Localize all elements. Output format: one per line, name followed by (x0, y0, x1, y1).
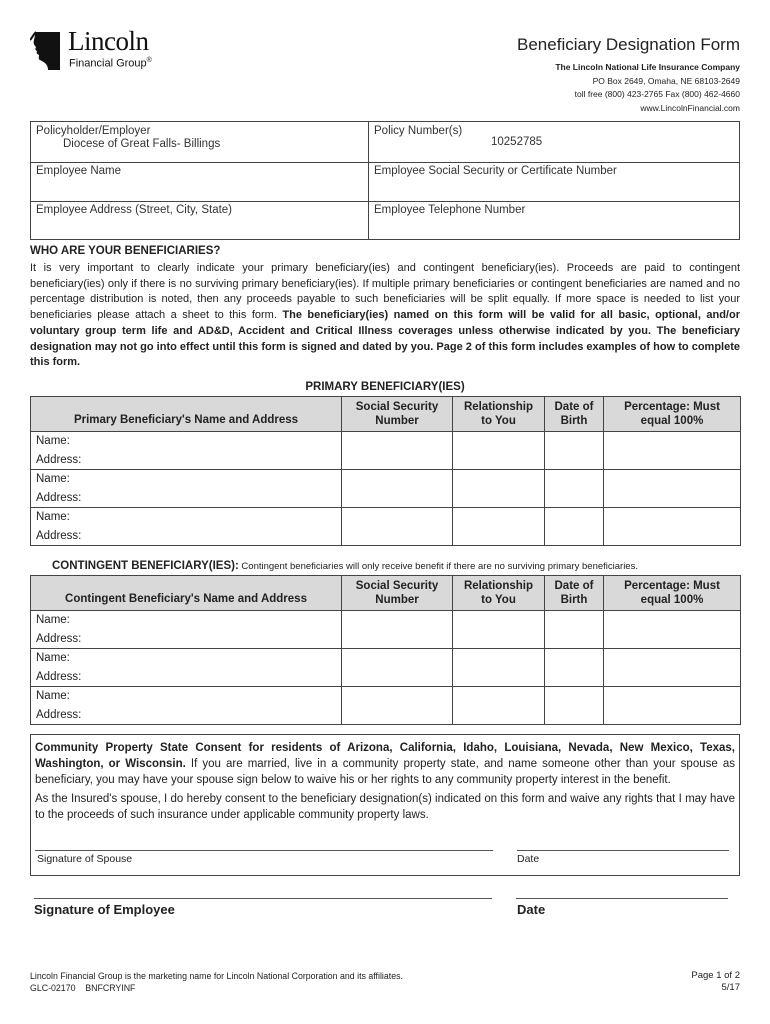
table-row (31, 432, 741, 451)
dob-cell[interactable] (545, 649, 604, 687)
primary-caption: PRIMARY BENEFICIARY(IES) (305, 381, 465, 393)
spouse-date-label: Date (517, 853, 540, 865)
footer-form-code: GLC-02170 BNFCRYINF (30, 982, 136, 993)
name-field[interactable]: Name: (31, 508, 342, 527)
logo-subtitle: Financial Group® (69, 57, 152, 70)
employee-date-label: Date (517, 902, 546, 917)
address-field[interactable]: Address: (31, 489, 342, 508)
contingent-col-name: Contingent Beneficiary's Name and Address (31, 576, 342, 611)
ssn-cell[interactable] (342, 687, 453, 725)
policyholder-value: Diocese of Great Falls- Billings (63, 138, 221, 150)
employee-address-field[interactable] (31, 201, 368, 240)
name-field[interactable]: Name: (31, 611, 342, 630)
policy-number-label: Policy Number(s) (374, 125, 463, 137)
table-row (31, 611, 741, 630)
company-name: The Lincoln National Life Insurance Company (555, 62, 740, 72)
intro-text: It is very important to clearly indicate your primary beneficiary(ies) and contingent beneficiary(ies). Proceeds are paid to contingent beneficiary(ies) only if there is no surviving primary beneficiary(ies). If multiple primary beneficiaries or contingent beneficiaries are named and no percentage distribution is noted, then any proceeds payable to such beneficiaries will be split equally. If more space is needed to list your beneficiaries please attach a sheet to this form. (30, 262, 740, 322)
dob-cell[interactable] (545, 432, 604, 470)
company-info (555, 61, 740, 115)
table-row (31, 649, 741, 668)
consent-paragraph (35, 740, 735, 788)
name-field[interactable]: Name: (31, 432, 342, 451)
employee-signature-label: Signature of Employee (34, 902, 175, 917)
address-field[interactable]: Address: (31, 668, 342, 687)
ssn-cell[interactable] (342, 432, 453, 470)
employee-date-line[interactable] (516, 898, 728, 899)
intro-bold-text: The beneficiary(ies) named on this form will be valid for all basic, optional, and/or voluntary group term life and AD&D, Accident and Critical Illness coverages unless otherwise indicated by you. The beneficiary designation may not go into effect until this form is signed and dated by you. Page 2 of this form includes examples of how to complete this form. (30, 309, 740, 369)
percentage-cell[interactable] (604, 470, 741, 508)
employee-name-field[interactable] (31, 162, 368, 201)
table-row (31, 687, 741, 706)
ssn-cell[interactable] (342, 649, 453, 687)
address-field[interactable]: Address: (31, 527, 342, 546)
percentage-cell[interactable] (604, 508, 741, 546)
address-field[interactable]: Address: (31, 451, 342, 470)
contingent-col-percentage: Percentage: Must equal 100% (604, 576, 741, 611)
spouse-date-line[interactable] (517, 850, 729, 851)
primary-col-name: Primary Beneficiary's Name and Address (31, 397, 342, 432)
footer-left (30, 971, 403, 994)
spouse-signature-label: Signature of Spouse (37, 853, 133, 865)
company-address: PO Box 2649, Omaha, NE 68103-2649 (592, 75, 740, 86)
policyholder-label: Policyholder/Employer (36, 125, 151, 137)
contingent-caption (52, 560, 638, 572)
relationship-cell[interactable] (453, 508, 545, 546)
relationship-cell[interactable] (453, 687, 545, 725)
employee-name-label: Employee Name (36, 165, 122, 177)
consent-waiver: As the Insured's spouse, I do hereby consent to the beneficiary designation(s) indicated on this form and waive any rights that I may have to the proceeds of such insurance under applicable community property laws. (35, 793, 735, 821)
name-field[interactable]: Name: (31, 470, 342, 489)
logo-name: Lincoln (68, 26, 149, 56)
dob-cell[interactable] (545, 508, 604, 546)
contingent-caption-title: CONTINGENT BENEFICIARY(IES): (52, 560, 239, 572)
address-field[interactable]: Address: (31, 630, 342, 649)
employee-phone-label: Employee Telephone Number (374, 204, 526, 216)
lincoln-logo (30, 26, 170, 74)
table-row (31, 508, 741, 527)
employee-ssn-field[interactable] (369, 162, 739, 201)
percentage-cell[interactable] (604, 687, 741, 725)
name-field[interactable]: Name: (31, 649, 342, 668)
spouse-signature-line[interactable] (35, 850, 493, 851)
employee-ssn-label: Employee Social Security or Certificate Number (374, 165, 617, 177)
form-title: Beneficiary Designation Form (517, 35, 740, 54)
employee-address-label: Employee Address (Street, City, State) (36, 204, 233, 216)
policy-number-value: 10252785 (491, 136, 543, 148)
primary-col-dob: Date of Birth (545, 397, 604, 432)
page-number: Page 1 of 2 (691, 970, 740, 981)
policy-number-field[interactable] (369, 122, 739, 151)
contingent-col-relationship: Relationship to You (453, 576, 545, 611)
employee-phone-field[interactable] (369, 201, 739, 240)
contingent-col-dob: Date of Birth (545, 576, 604, 611)
lincoln-profile-icon (30, 30, 64, 72)
dob-cell[interactable] (545, 687, 604, 725)
footer-right (691, 970, 740, 994)
contingent-beneficiary-table (30, 575, 741, 725)
ssn-cell[interactable] (342, 611, 453, 649)
primary-col-ssn: Social Security Number (342, 397, 453, 432)
relationship-cell[interactable] (453, 649, 545, 687)
primary-beneficiary-table (30, 396, 741, 546)
contingent-col-ssn: Social Security Number (342, 576, 453, 611)
revision-date: 5/17 (721, 982, 740, 993)
policyholder-field[interactable] (31, 122, 225, 153)
relationship-cell[interactable] (453, 611, 545, 649)
consent-text: If you are married, live in a community property state, and name someone other than your spouse as beneficiary, you may have your spouse sign below to waive his or her rights to any community property interest in the benefit. (35, 758, 735, 786)
policy-info-table (30, 121, 740, 240)
dob-cell[interactable] (545, 611, 604, 649)
ssn-cell[interactable] (342, 470, 453, 508)
relationship-cell[interactable] (453, 470, 545, 508)
company-website: www.LincolnFinancial.com (640, 102, 740, 113)
beneficiaries-intro (30, 261, 740, 371)
name-field[interactable]: Name: (31, 687, 342, 706)
beneficiaries-heading: WHO ARE YOUR BENEFICIARIES? (30, 245, 221, 257)
employee-signature-line[interactable] (34, 898, 492, 899)
percentage-cell[interactable] (604, 649, 741, 687)
community-property-consent (30, 734, 740, 876)
relationship-cell[interactable] (453, 432, 545, 470)
address-field[interactable]: Address: (31, 706, 342, 725)
percentage-cell[interactable] (604, 432, 741, 470)
company-phone: toll free (800) 423-2765 Fax (800) 462-4660 (574, 89, 740, 99)
contingent-caption-note: Contingent beneficiaries will only receive benefit if there are no surviving primary beneficiaries. (238, 561, 638, 572)
table-row (31, 470, 741, 489)
percentage-cell[interactable] (604, 611, 741, 649)
footer-marketing: Lincoln Financial Group is the marketing name for Lincoln National Corporation and its affiliates. (30, 971, 403, 981)
ssn-cell[interactable] (342, 508, 453, 546)
primary-col-relationship: Relationship to You (453, 397, 545, 432)
primary-col-percentage: Percentage: Must equal 100% (604, 397, 741, 432)
consent-states: Community Property State Consent for residents of Arizona, California, Idaho, Louisiana, Nevada, New Mexico, Texas, Washington, or Wisconsin. (35, 742, 735, 770)
dob-cell[interactable] (545, 470, 604, 508)
